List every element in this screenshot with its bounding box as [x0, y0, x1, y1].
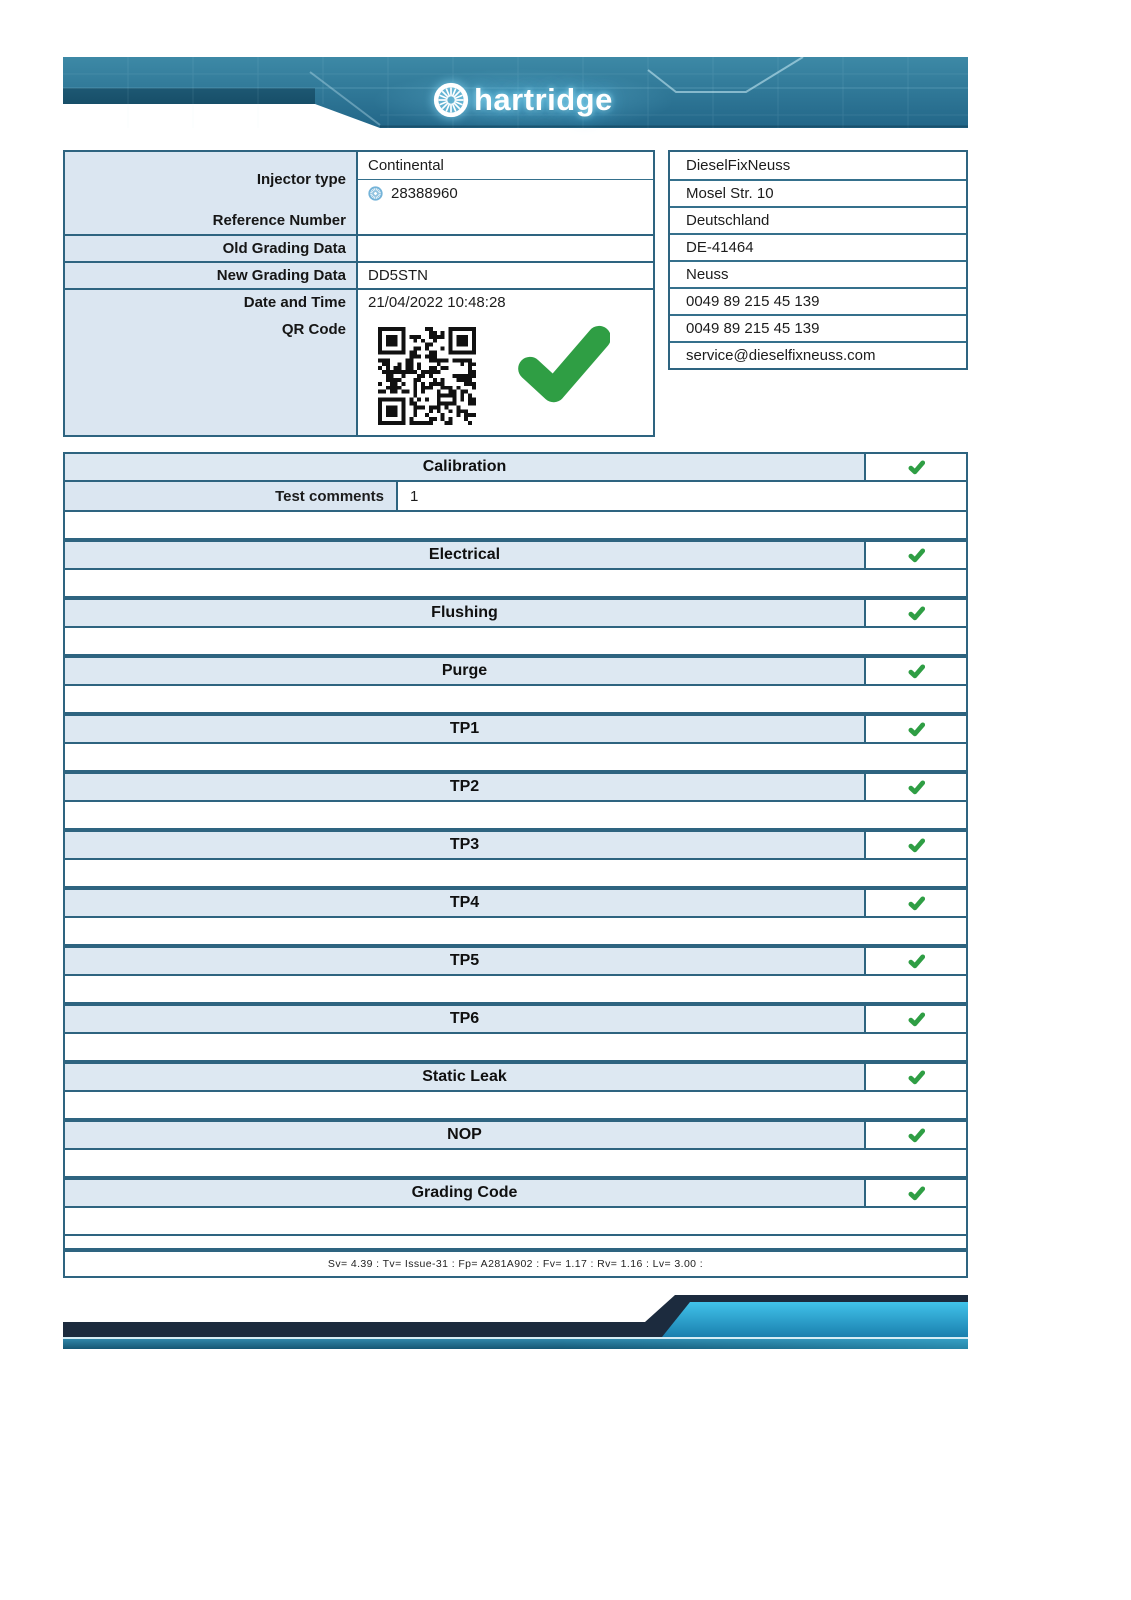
- info-row-label: Old Grading Data: [65, 236, 358, 261]
- section-status-cell: [866, 890, 966, 916]
- section-status-cell: [866, 1122, 966, 1148]
- section-list: [63, 540, 968, 1236]
- check-icon: [907, 548, 925, 563]
- section-status-cell: [866, 774, 966, 800]
- section-row: [63, 656, 968, 686]
- qr-row: [65, 315, 653, 435]
- section-status-cell: [866, 1180, 966, 1206]
- customer-line: Neuss: [670, 260, 966, 287]
- section-label: TP1: [65, 716, 866, 742]
- customer-line: DE-41464: [670, 233, 966, 260]
- check-icon: [907, 664, 925, 679]
- section-row: [63, 1004, 968, 1034]
- qr-cell: [358, 315, 653, 435]
- check-icon: [907, 722, 925, 737]
- section-label: Purge: [65, 658, 866, 684]
- info-row: [65, 207, 653, 234]
- section-label: TP5: [65, 948, 866, 974]
- customer-line: 0049 89 215 45 139: [670, 314, 966, 341]
- injector-type-row: [65, 152, 653, 207]
- section-label: Flushing: [65, 600, 866, 626]
- spacer-row: [63, 860, 968, 888]
- check-icon: [907, 1070, 925, 1085]
- section-label: NOP: [65, 1122, 866, 1148]
- wheel-icon: [368, 186, 383, 201]
- qr-label: QR Code: [65, 315, 358, 435]
- check-icon: [907, 1186, 925, 1201]
- spacer-row: [63, 686, 968, 714]
- section-status-cell: [866, 832, 966, 858]
- info-row-value: [358, 236, 653, 261]
- spacer-row: [63, 512, 968, 540]
- footer-banner: [63, 1292, 968, 1349]
- spacer-row: [63, 802, 968, 830]
- customer-info-table: [668, 150, 968, 370]
- section-status-cell: [866, 542, 966, 568]
- injector-type-label: Injector type: [65, 152, 358, 207]
- info-row: [65, 261, 653, 288]
- spacer-row: [63, 570, 968, 598]
- section-status-cell: [866, 1006, 966, 1032]
- customer-line: Deutschland: [670, 206, 966, 233]
- section-calibration: [63, 452, 968, 482]
- info-row-label: New Grading Data: [65, 263, 358, 288]
- section-label: Grading Code: [65, 1180, 866, 1206]
- spacer-row: [63, 628, 968, 656]
- section-status-cell: [866, 716, 966, 742]
- section-row: [63, 888, 968, 918]
- hartridge-logo: [433, 82, 613, 118]
- spacer-row: [63, 1092, 968, 1120]
- check-icon: [510, 321, 610, 409]
- version-status-line: Sv= 4.39 : Tv= Issue-31 : Fp= A281A902 : Fv= 1.17 : Rv= 1.16 : Lv= 3.00 :: [327, 1258, 704, 1270]
- section-label: Static Leak: [65, 1064, 866, 1090]
- info-row-label: Reference Number: [65, 207, 358, 234]
- spacer-row: [63, 1208, 968, 1236]
- test-comments-row: [63, 482, 968, 512]
- section-status-cell: [866, 454, 966, 480]
- check-icon: [907, 460, 925, 475]
- injector-make: Continental: [368, 157, 444, 174]
- info-row-value: 21/04/2022 10:48:28: [358, 290, 653, 315]
- check-icon: [907, 1128, 925, 1143]
- test-sections: [63, 452, 968, 1278]
- info-row-value: [358, 207, 653, 234]
- section-row: [63, 772, 968, 802]
- pre-footer-gap: [63, 1236, 968, 1250]
- section-label: TP3: [65, 832, 866, 858]
- test-comments-label: Test comments: [65, 482, 398, 510]
- check-icon: [907, 838, 925, 853]
- section-label: Calibration: [65, 454, 866, 480]
- customer-line: DieselFixNeuss: [670, 152, 966, 179]
- header-banner: [63, 57, 968, 128]
- info-row: [65, 234, 653, 261]
- spacer-row: [63, 744, 968, 772]
- wheel-icon: [433, 82, 469, 118]
- section-label: TP2: [65, 774, 866, 800]
- section-row: [63, 1062, 968, 1092]
- logo-text: hartridge: [474, 82, 613, 117]
- spacer-row: [63, 976, 968, 1004]
- check-icon: [907, 954, 925, 969]
- spacer-row: [63, 1034, 968, 1062]
- check-icon: [907, 780, 925, 795]
- section-row: [63, 1120, 968, 1150]
- info-row: [65, 288, 653, 315]
- spacer-row: [63, 918, 968, 946]
- footer-banner-graphic: [63, 1292, 968, 1349]
- section-row: [63, 714, 968, 744]
- qr-code: [378, 327, 476, 425]
- injector-info-table: [63, 150, 655, 437]
- info-row-value: DD5STN: [358, 263, 653, 288]
- check-icon: [907, 606, 925, 621]
- section-row: [63, 946, 968, 976]
- injector-number-line: [358, 179, 653, 207]
- section-status-cell: [866, 658, 966, 684]
- section-status-cell: [866, 948, 966, 974]
- injector-type-values: [358, 152, 653, 207]
- spacer-row: [63, 1150, 968, 1178]
- section-status-cell: [866, 1064, 966, 1090]
- section-row: [63, 598, 968, 628]
- customer-line: Mosel Str. 10: [670, 179, 966, 206]
- check-icon: [907, 896, 925, 911]
- info-row-label: Date and Time: [65, 290, 358, 315]
- customer-line: 0049 89 215 45 139: [670, 287, 966, 314]
- footer-status-row: [63, 1250, 968, 1278]
- injector-number: 28388960: [391, 185, 458, 202]
- section-label: TP4: [65, 890, 866, 916]
- section-label: Electrical: [65, 542, 866, 568]
- customer-line: service@dieselfixneuss.com: [670, 341, 966, 368]
- check-icon: [907, 1012, 925, 1027]
- section-label: TP6: [65, 1006, 866, 1032]
- section-row: [63, 1178, 968, 1208]
- test-comments-value: 1: [398, 482, 966, 510]
- section-row: [63, 540, 968, 570]
- section-status-cell: [866, 600, 966, 626]
- section-row: [63, 830, 968, 860]
- info-rows: [65, 207, 653, 315]
